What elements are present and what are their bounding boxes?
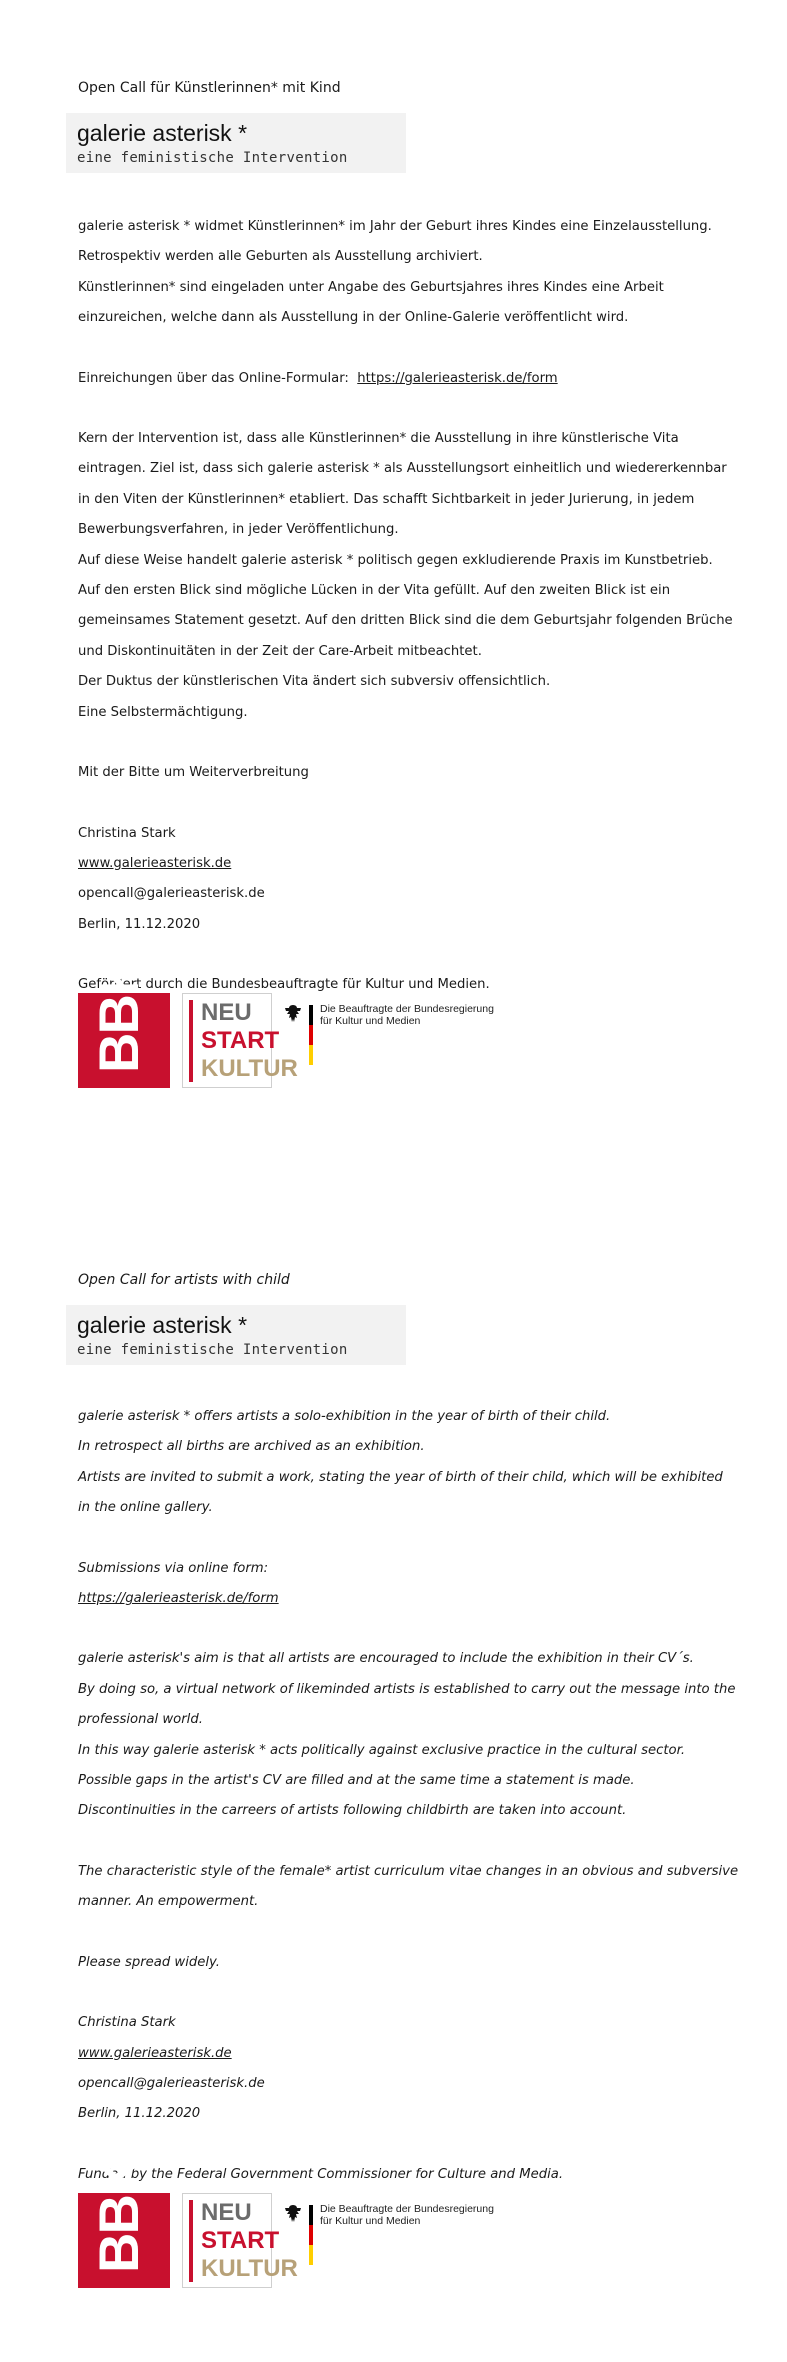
text-line: Auf den ersten Blick sind mögliche Lücken in der Vita gefüllt. Auf den zweiten Blick ist ein <box>78 583 671 599</box>
date-location: Berlin, 11.12.2020 <box>78 916 201 932</box>
website-link[interactable]: www.galerieasterisk.de <box>78 2045 232 2061</box>
form-link[interactable]: https://galerieasterisk.de/form <box>357 370 558 386</box>
spread-request: Mit der Bitte um Weiterverbreitung <box>78 765 309 781</box>
text-line: in the online gallery. <box>78 1500 213 1516</box>
contact-email: opencall@galerieasterisk.de <box>78 2075 265 2091</box>
eagle-icon <box>282 2203 304 2225</box>
contact-email: opencall@galerieasterisk.de <box>78 886 265 902</box>
eagle-icon <box>282 1003 304 1025</box>
text-line: In retrospect all births are archived as an exhibition. <box>78 1439 425 1455</box>
text-line: einzureichen, welche dann als Ausstellung in der Online-Galerie veröffentlicht wird. <box>78 310 629 326</box>
text-line: in den Viten der Künstlerinnen* etabliert. Das schafft Sichtbarkeit in jeder Jurierung, in jedem <box>78 491 695 507</box>
german-flag-bar <box>309 1005 313 1065</box>
text-line: Artists are invited to submit a work, stating the year of birth of their child, which will be exhibited <box>78 1469 723 1485</box>
text-line: Discontinuities in the carreers of artists following childbirth are taken into account. <box>78 1803 627 1819</box>
logo-name: galerie asterisk * <box>77 120 248 146</box>
text-line: Künstlerinnen* sind eingeladen unter Angabe des Geburtsjahres ihres Kindes eine Arbeit <box>78 279 664 295</box>
open-call-title: Open Call für Künstlerinnen* mit Kind <box>78 80 341 96</box>
text-line: gemeinsames Statement gesetzt. Auf den dritten Blick sind die dem Geburtsjahr folgenden Brüche <box>78 613 733 629</box>
text-line: Auf diese Weise handelt galerie asterisk * politisch gegen exkludierende Praxis im Kunstbetrieb. <box>78 552 713 568</box>
spread-request: Please spread widely. <box>78 1954 220 1970</box>
text-line: In this way galerie asterisk * acts politically against exclusive practice in the cultural sector. <box>78 1742 686 1758</box>
logo-name: galerie asterisk * <box>77 1312 248 1338</box>
text-line: Eine Selbstermächtigung. <box>78 704 248 720</box>
german-flag-bar <box>309 2205 313 2265</box>
submission-label: Einreichungen über das Online-Formular: <box>78 370 349 386</box>
federal-commissioner-logo <box>282 997 518 1067</box>
funding-note: Gefördert durch die Bundesbeauftragte für Kultur und Medien. <box>78 977 490 993</box>
galerie-logo <box>66 1305 406 1365</box>
text-line: manner. An empowerment. <box>78 1894 259 1910</box>
date-location: Berlin, 11.12.2020 <box>78 2106 201 2122</box>
text-line: galerie asterisk's aim is that all artists are encouraged to include the exhibition in their CV´s. <box>78 1651 694 1667</box>
funding-note: Funded by the Federal Government Commissioner for Culture and Media. <box>78 2166 564 2182</box>
neustart-kultur-logo: NEU START KULTUR <box>182 2193 272 2288</box>
submission-label: Submissions via online form: <box>78 1560 269 1576</box>
open-call-title: Open Call for artists with child <box>78 1272 290 1288</box>
form-link[interactable]: https://galerieasterisk.de/form <box>78 1591 279 1607</box>
federal-commissioner-logo <box>282 2197 518 2267</box>
text-line: professional world. <box>78 1712 203 1728</box>
text-line: eintragen. Ziel ist, dass sich galerie asterisk * als Ausstellungsort einheitlich und wiedererkennbar <box>78 461 727 477</box>
submission-line <box>78 364 768 394</box>
text-line: By doing so, a virtual network of likeminded artists is established to carry out the message into the <box>78 1681 736 1697</box>
text-line: Possible gaps in the artist's CV are filled and at the same time a statement is made. <box>78 1773 635 1789</box>
text-line: galerie asterisk * widmet Künstlerinnen* im Jahr der Geburt ihres Kindes eine Einzelausstellung. <box>78 219 712 234</box>
website-link[interactable]: www.galerieasterisk.de <box>78 855 232 871</box>
text-line: Der Duktus der künstlerischen Vita ändert sich subversiv offensichtlich. <box>78 674 551 690</box>
text-line: galerie asterisk * offers artists a solo-exhibition in the year of birth of their child. <box>78 1409 611 1424</box>
text-line: The characteristic style of the female* artist curriculum vitae changes in an obvious and subversive <box>78 1863 739 1879</box>
contact-name: Christina Stark <box>78 825 176 841</box>
text-line: Bewerbungsverfahren, in jeder Veröffentlichung. <box>78 522 399 538</box>
commissioner-text: Die Beauftragte der Bundesregierung für Kultur und Medien <box>320 1003 494 1027</box>
text-line: und Diskontinuitäten in der Zeit der Care-Arbeit mitbeachtet. <box>78 643 482 659</box>
body-text <box>78 212 768 1001</box>
bbk-logo: BBK <box>78 2193 170 2288</box>
galerie-logo <box>66 113 406 173</box>
body-text <box>78 1402 768 2190</box>
text-line: Retrospektiv werden alle Geburten als Ausstellung archiviert. <box>78 249 483 265</box>
logo-tagline: eine feministische Intervention <box>77 1342 348 1358</box>
neustart-kultur-logo: NEU START KULTUR <box>182 993 272 1088</box>
text-line: Kern der Intervention ist, dass alle Künstlerinnen* die Ausstellung in ihre künstlerische Vita <box>78 431 679 447</box>
bbk-logo: BBK <box>78 993 170 1088</box>
logo-tagline: eine feministische Intervention <box>77 150 348 166</box>
contact-name: Christina Stark <box>78 2015 176 2031</box>
commissioner-text: Die Beauftragte der Bundesregierung für Kultur und Medien <box>320 2203 494 2227</box>
